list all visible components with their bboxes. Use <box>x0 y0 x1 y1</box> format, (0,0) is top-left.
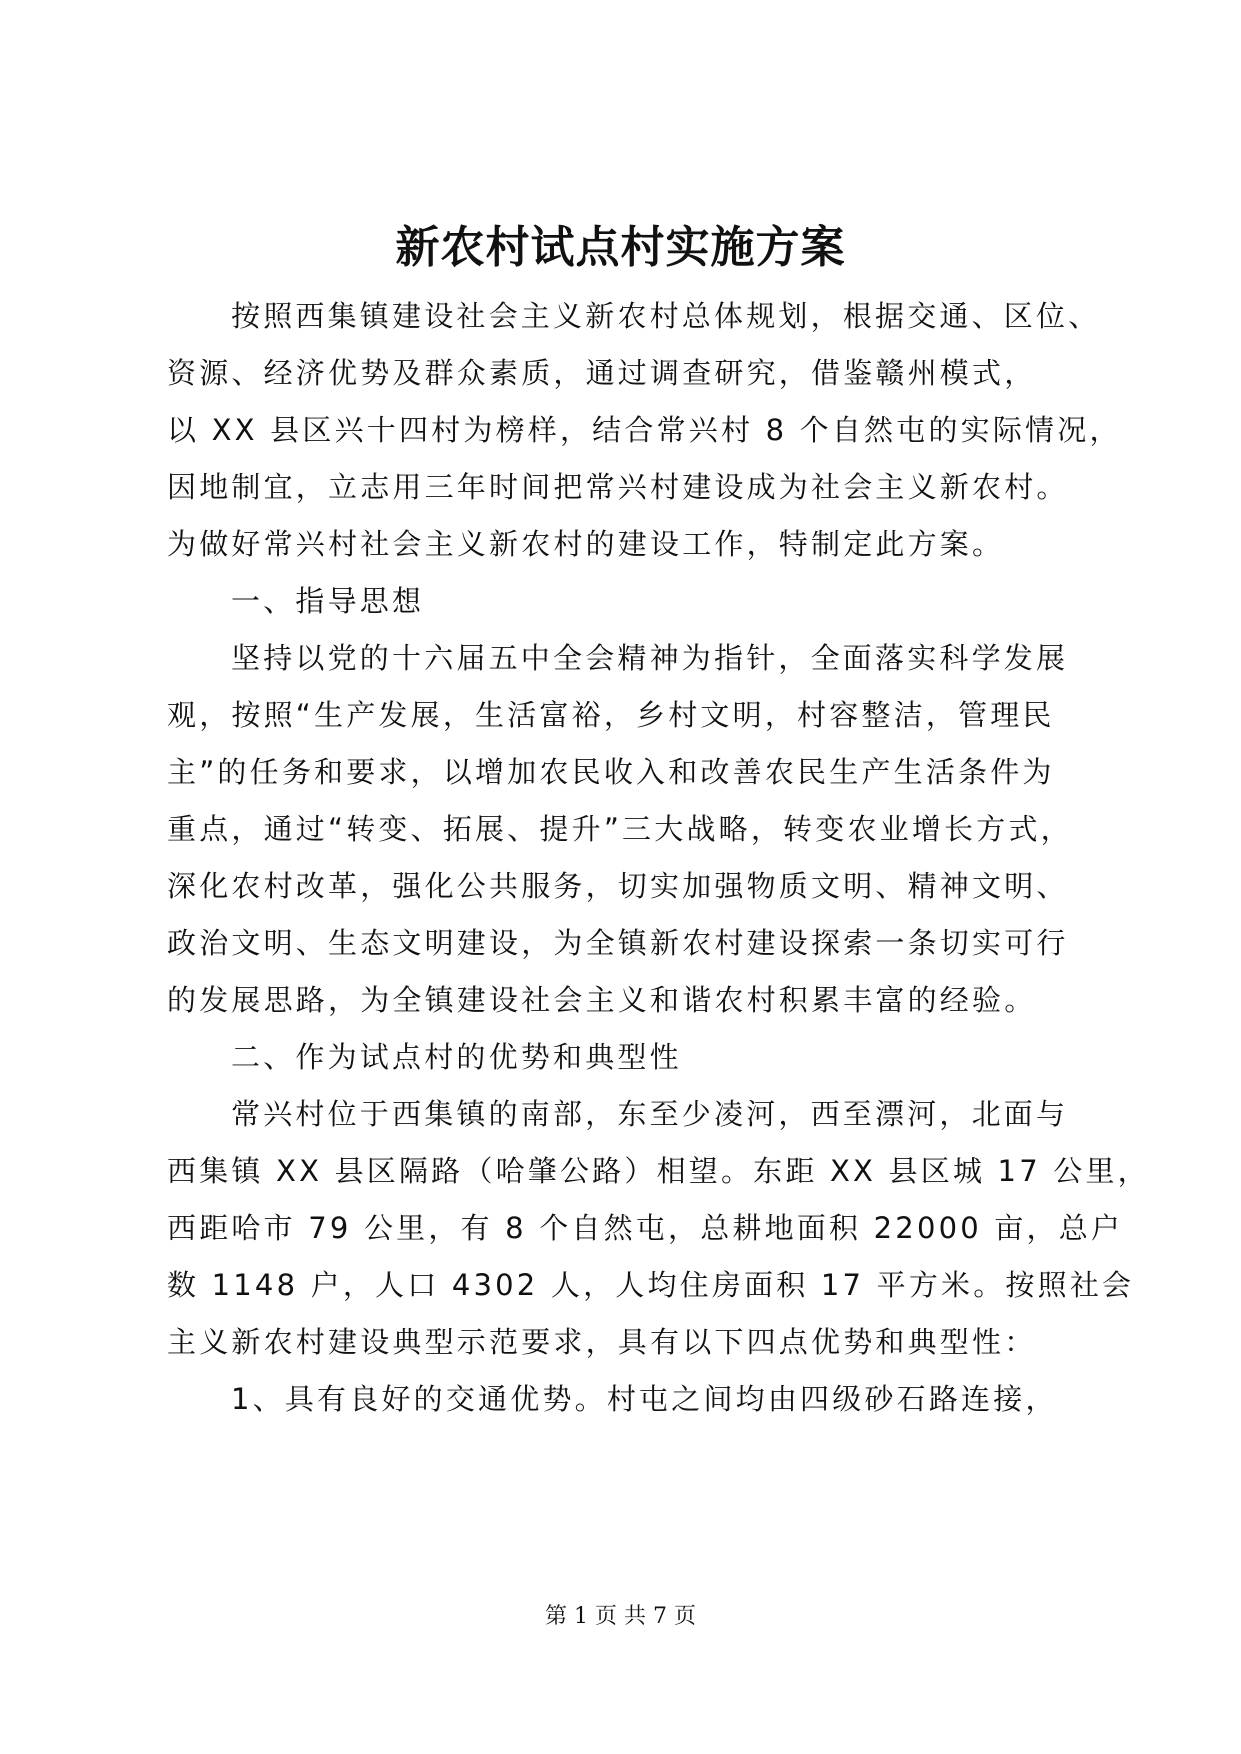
paragraph-line: 主义新农村建设典型示范要求，具有以下四点优势和典型性： <box>167 1325 1037 1359</box>
paragraph-line: 按照西集镇建设社会主义新农村总体规划，根据交通、区位、 <box>231 299 1101 333</box>
paragraph-line: 观，按照“生产发展，生活富裕，乡村文明，村容整洁，管理民 <box>167 698 1055 732</box>
paragraph-line: 以 XX 县区兴十四村为榜样，结合常兴村 8 个自然屯的实际情况， <box>167 413 1122 447</box>
paragraph-line: 重点，通过“转变、拓展、提升”三大战略，转变农业增长方式， <box>167 812 1073 846</box>
paragraph-line: 西集镇 XX 县区隔路（哈肇公路）相望。东距 XX 县区城 17 公里， <box>167 1154 1150 1188</box>
paragraph-line: 的发展思路，为全镇建设社会主义和谐农村积累丰富的经验。 <box>167 983 1037 1017</box>
paragraph-line: 为做好常兴村社会主义新农村的建设工作，特制定此方案。 <box>167 527 1005 561</box>
paragraph-line: 1、具有良好的交通优势。村屯之间均由四级砂石路连接， <box>231 1382 1058 1416</box>
section-heading: 二、作为试点村的优势和典型性 <box>231 1040 682 1074</box>
page-number: 第 1 页 共 7 页 <box>545 1604 696 1629</box>
section-heading: 一、指导思想 <box>231 584 425 618</box>
paragraph-line: 坚持以党的十六届五中全会精神为指针，全面落实科学发展 <box>231 641 1069 675</box>
paragraph-line: 政治文明、生态文明建设，为全镇新农村建设探索一条切实可行 <box>167 926 1069 960</box>
paragraph-line: 主”的任务和要求，以增加农民收入和改善农民生产生活条件为 <box>167 755 1055 789</box>
document-title: 新农村试点村实施方案 <box>395 222 846 273</box>
document-body <box>167 288 1150 1428</box>
paragraph-line: 西距哈市 79 公里，有 8 个自然屯，总耕地面积 22000 亩，总户 <box>167 1211 1124 1245</box>
paragraph-line: 深化农村改革，强化公共服务，切实加强物质文明、精神文明、 <box>167 869 1069 903</box>
paragraph-line: 常兴村位于西集镇的南部，东至少凌河，西至漂河，北面与 <box>231 1097 1069 1131</box>
paragraph-line: 数 1148 户，人口 4302 人，人均住房面积 17 平方米。按照社会 <box>167 1268 1135 1302</box>
paragraph-line: 资源、经济优势及群众素质，通过调查研究，借鉴赣州模式， <box>167 356 1037 390</box>
paragraph-line: 因地制宜，立志用三年时间把常兴村建设成为社会主义新农村。 <box>167 470 1069 504</box>
